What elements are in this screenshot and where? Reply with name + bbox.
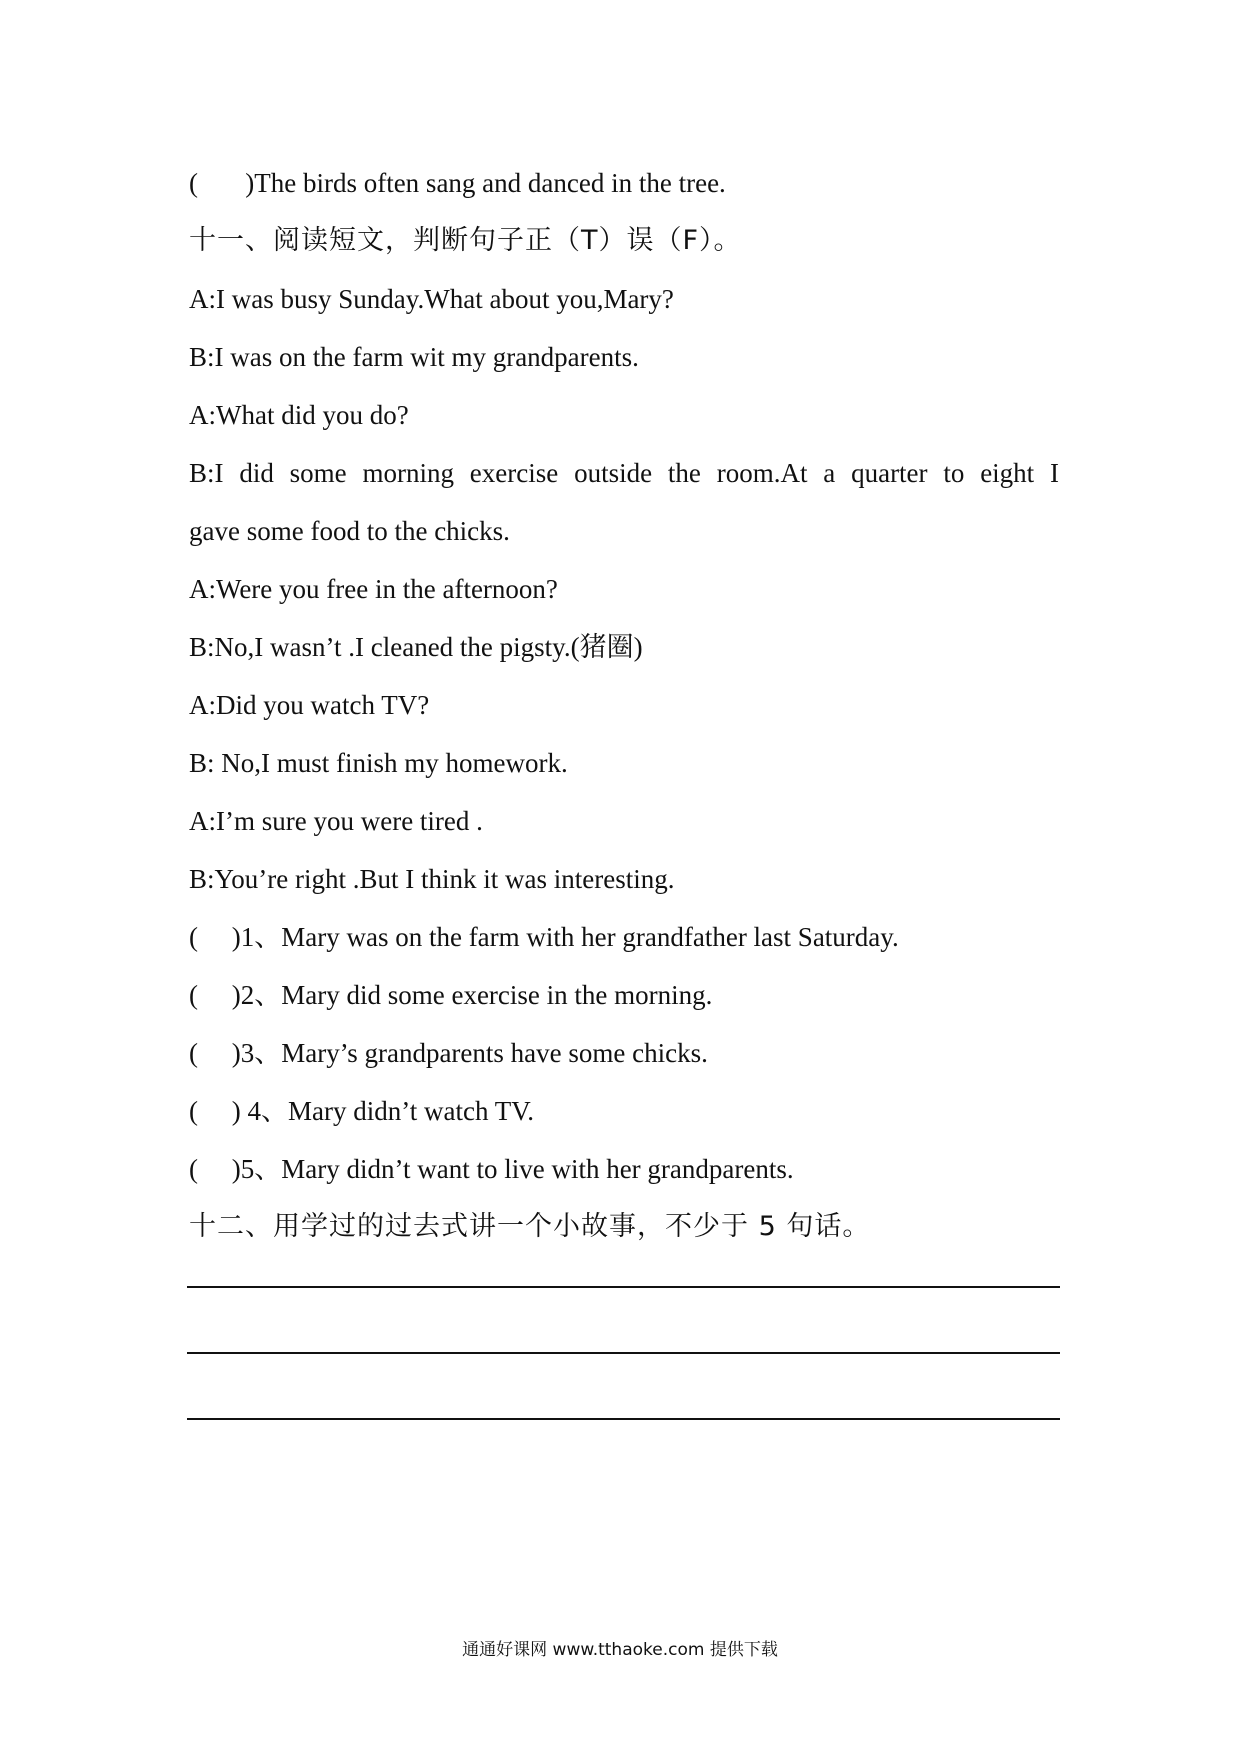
dialogue-line-2: B:I was on the farm wit my grandparents. (189, 342, 639, 372)
dialogue-line-4b: gave some food to the chicks. (189, 516, 510, 546)
dialogue-line-8: B: No,I must finish my homework. (189, 748, 568, 778)
dialogue-line-5: A:Were you free in the afternoon? (189, 574, 558, 604)
answer-line-2[interactable] (187, 1352, 1060, 1354)
dialogue-line-3: A:What did you do? (189, 400, 409, 430)
answer-line-1[interactable] (187, 1286, 1060, 1288)
footer-credit: 通通好课网 www.tthaoke.com 提供下载 (462, 1640, 778, 1660)
section-11-title: 十一、阅读短文，判断句子正（T）误（F）。 (189, 225, 742, 256)
judgement-question-1[interactable]: ( )1、Mary was on the farm with her grandfather last Saturday. (189, 922, 899, 952)
judgement-question-2[interactable]: ( )2、Mary did some exercise in the morning. (189, 980, 713, 1010)
judgement-question-5[interactable]: ( )5、Mary didn’t want to live with her grandparents. (189, 1154, 794, 1184)
section-12-title: 十二、用学过的过去式讲一个小故事，不少于 5 句话。 (189, 1211, 871, 1242)
answer-line-3[interactable] (187, 1418, 1060, 1420)
dialogue-line-4a: B:I did some morning exercise outside the room.At a quarter to eight I (189, 458, 1059, 488)
dialogue-line-1: A:I was busy Sunday.What about you,Mary? (189, 284, 674, 314)
dialogue-line-6: B:No,I wasn’t .I cleaned the pigsty.(猪圈) (189, 632, 643, 662)
judgement-question-3[interactable]: ( )3、Mary’s grandparents have some chicks. (189, 1038, 708, 1068)
previous-question: ( )The birds often sang and danced in the tree. (189, 168, 726, 198)
dialogue-line-10: B:You’re right .But I think it was interesting. (189, 864, 675, 894)
judgement-question-4[interactable]: ( ) 4、Mary didn’t watch TV. (189, 1096, 534, 1126)
dialogue-line-9: A:I’m sure you were tired . (189, 806, 483, 836)
dialogue-line-7: A:Did you watch TV? (189, 690, 430, 720)
